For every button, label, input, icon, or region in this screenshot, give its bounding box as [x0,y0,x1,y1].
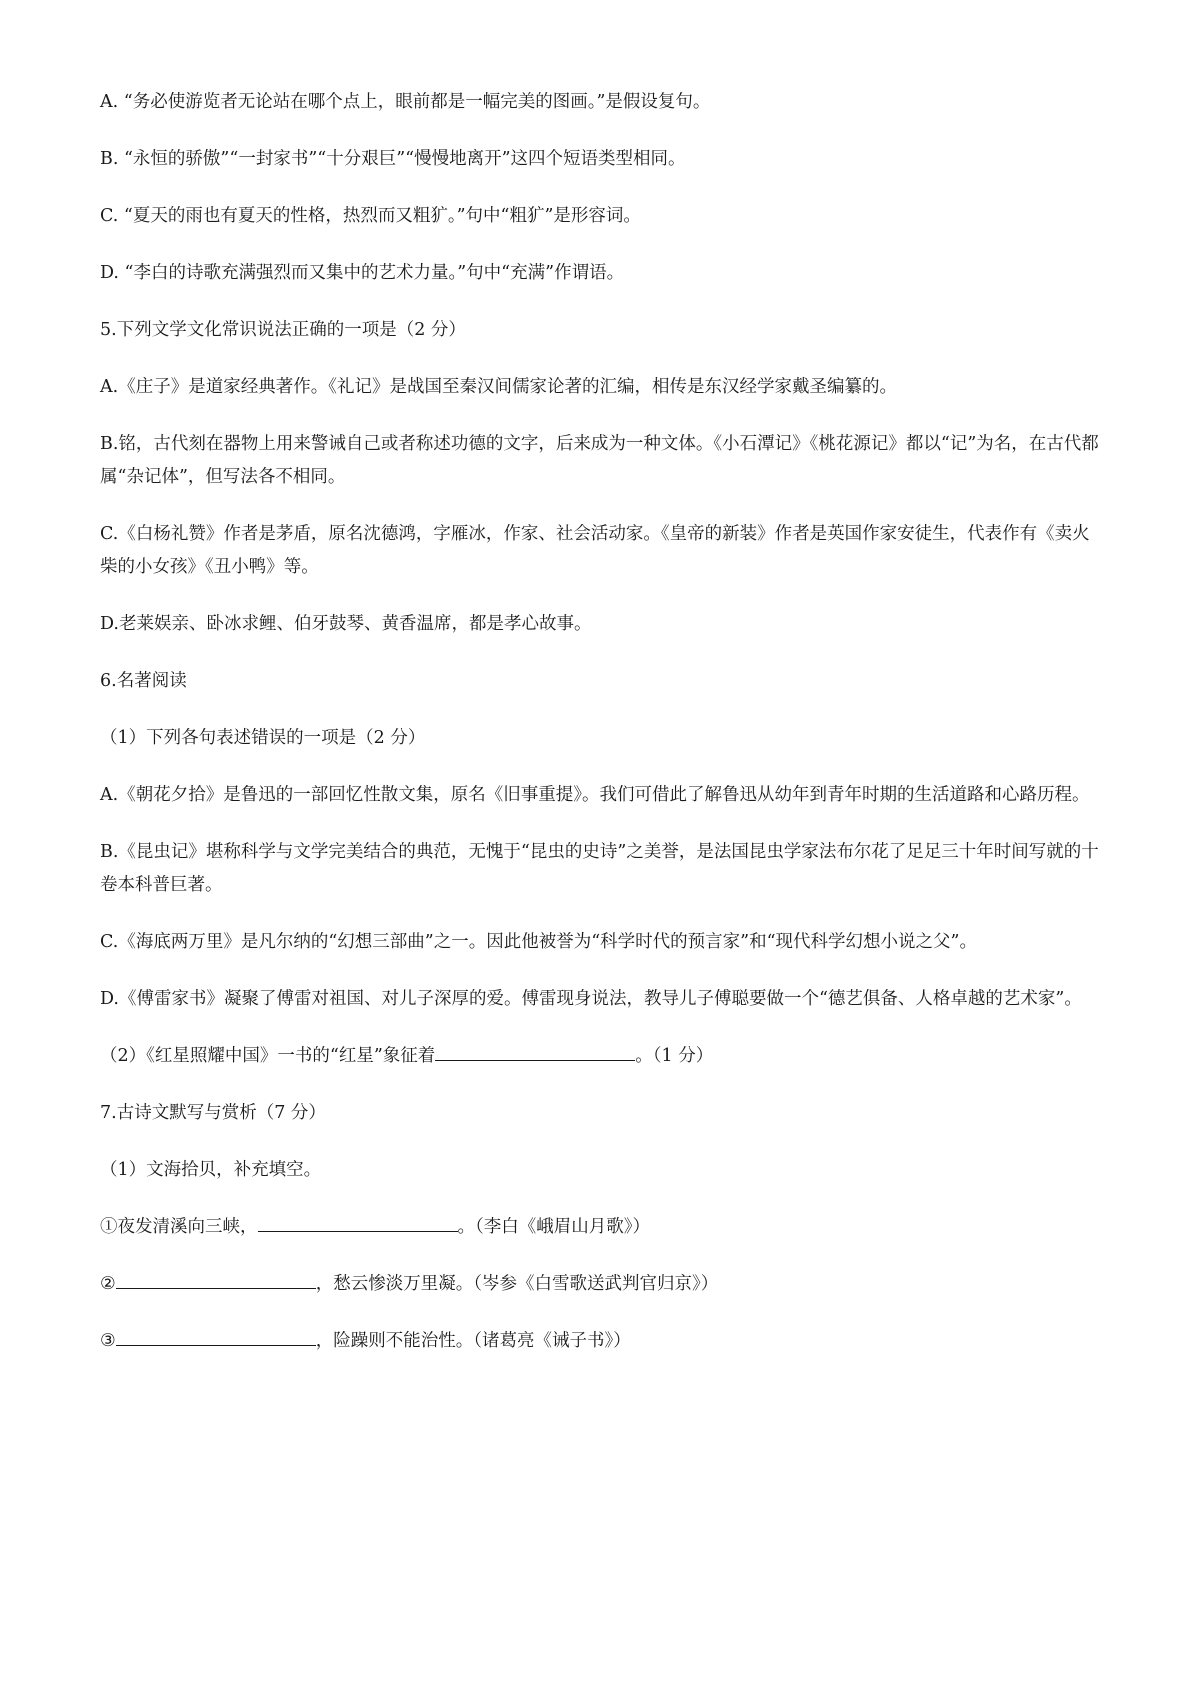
q4-option-b: B. “永恒的骄傲”“一封家书”“十分艰巨”“慢慢地离开”这四个短语类型相同。 [100,149,686,169]
q7-line-3-text: ，险躁则不能治性。（诸葛亮《诫子书》） [315,1331,631,1351]
q5-option-d: D.老莱娱亲、卧冰求鲤、伯牙鼓琴、黄香温席，都是孝心故事。 [100,614,592,634]
q7-line-3-marker: ③ [100,1331,116,1351]
q7-line-2 [100,1268,1100,1301]
q6-sub2 [100,1040,1100,1073]
answer-blank[interactable] [435,1040,635,1061]
answer-blank[interactable] [258,1211,458,1232]
q4-option-a: A. “务必使游览者无论站在哪个点上，眼前都是一幅完美的图画。”是假设复句。 [100,92,711,112]
q6-option-d: D.《傅雷家书》凝聚了傅雷对祖国、对儿子深厚的爱。傅雷现身说法，教导儿子傅聪要做一个“德艺俱备、人格卓越的艺术家”。 [100,989,1082,1009]
q5-option-a: A.《庄子》是道家经典著作。《礼记》是战国至秦汉间儒家论著的汇编，相传是东汉经学家戴圣编纂的。 [100,377,897,397]
exam-page [100,86,1100,1382]
q5-option-c: C.《白杨礼赞》作者是茅盾，原名沈德鸿，字雁冰，作家、社会活动家。《皇帝的新装》作者是英国作家安徒生，代表作有《卖火柴的小女孩》《丑小鸭》等。 [100,524,1090,577]
q7-line-3 [100,1325,1100,1358]
answer-blank[interactable] [116,1325,316,1346]
q4-option-c: C. “夏天的雨也有夏天的性格，热烈而又粗犷。”句中“粗犷”是形容词。 [100,206,641,226]
q6-option-c: C.《海底两万里》是凡尔纳的“幻想三部曲”之一。因此他被誉为“科学时代的预言家”和“现代科学幻想小说之父”。 [100,932,978,952]
q7-sub1: （1）文海拾贝，补充填空。 [100,1160,322,1180]
q5-option-b: B.铭，古代刻在器物上用来警诫自己或者称述功德的文字，后来成为一种文体。《小石潭记》《桃花源记》都以“记”为名，在古代都属“杂记体”，但写法各不相同。 [100,434,1099,487]
q4-option-d: D. “李白的诗歌充满强烈而又集中的艺术力量。”句中“充满”作谓语。 [100,263,625,283]
q7-stem: 7.古诗文默写与赏析（7 分） [100,1103,326,1123]
q6-sub2-score: 。（1 分） [635,1046,714,1066]
q6-sub2-text: （2）《红星照耀中国》一书的“红星”象征着 [100,1046,436,1066]
q6-option-b: B.《昆虫记》堪称科学与文学完美结合的典范，无愧于“昆虫的史诗”之美誉，是法国昆虫学家法布尔花了足足三十年时间写就的十卷本科普巨著。 [100,842,1099,895]
q6-option-a: A.《朝花夕拾》是鲁迅的一部回忆性散文集，原名《旧事重提》。我们可借此了解鲁迅从幼年到青年时期的生活道路和心路历程。 [100,785,1090,805]
q7-line-2-marker: ② [100,1274,116,1294]
q7-line-2-text: ，愁云惨淡万里凝。（岑参《白雪歌送武判官归京》） [315,1274,719,1294]
q7-line-1 [100,1211,1100,1244]
q7-line-1-source: 。（李白《峨眉山月歌》） [457,1217,650,1237]
answer-blank[interactable] [116,1268,316,1289]
q7-line-1-text: ①夜发清溪向三峡， [100,1217,258,1237]
q6-stem: 6.名著阅读 [100,671,187,691]
q5-stem: 5.下列文学文化常识说法正确的一项是（2 分） [100,320,466,340]
q6-sub1: （1）下列各句表述错误的一项是（2 分） [100,728,426,748]
